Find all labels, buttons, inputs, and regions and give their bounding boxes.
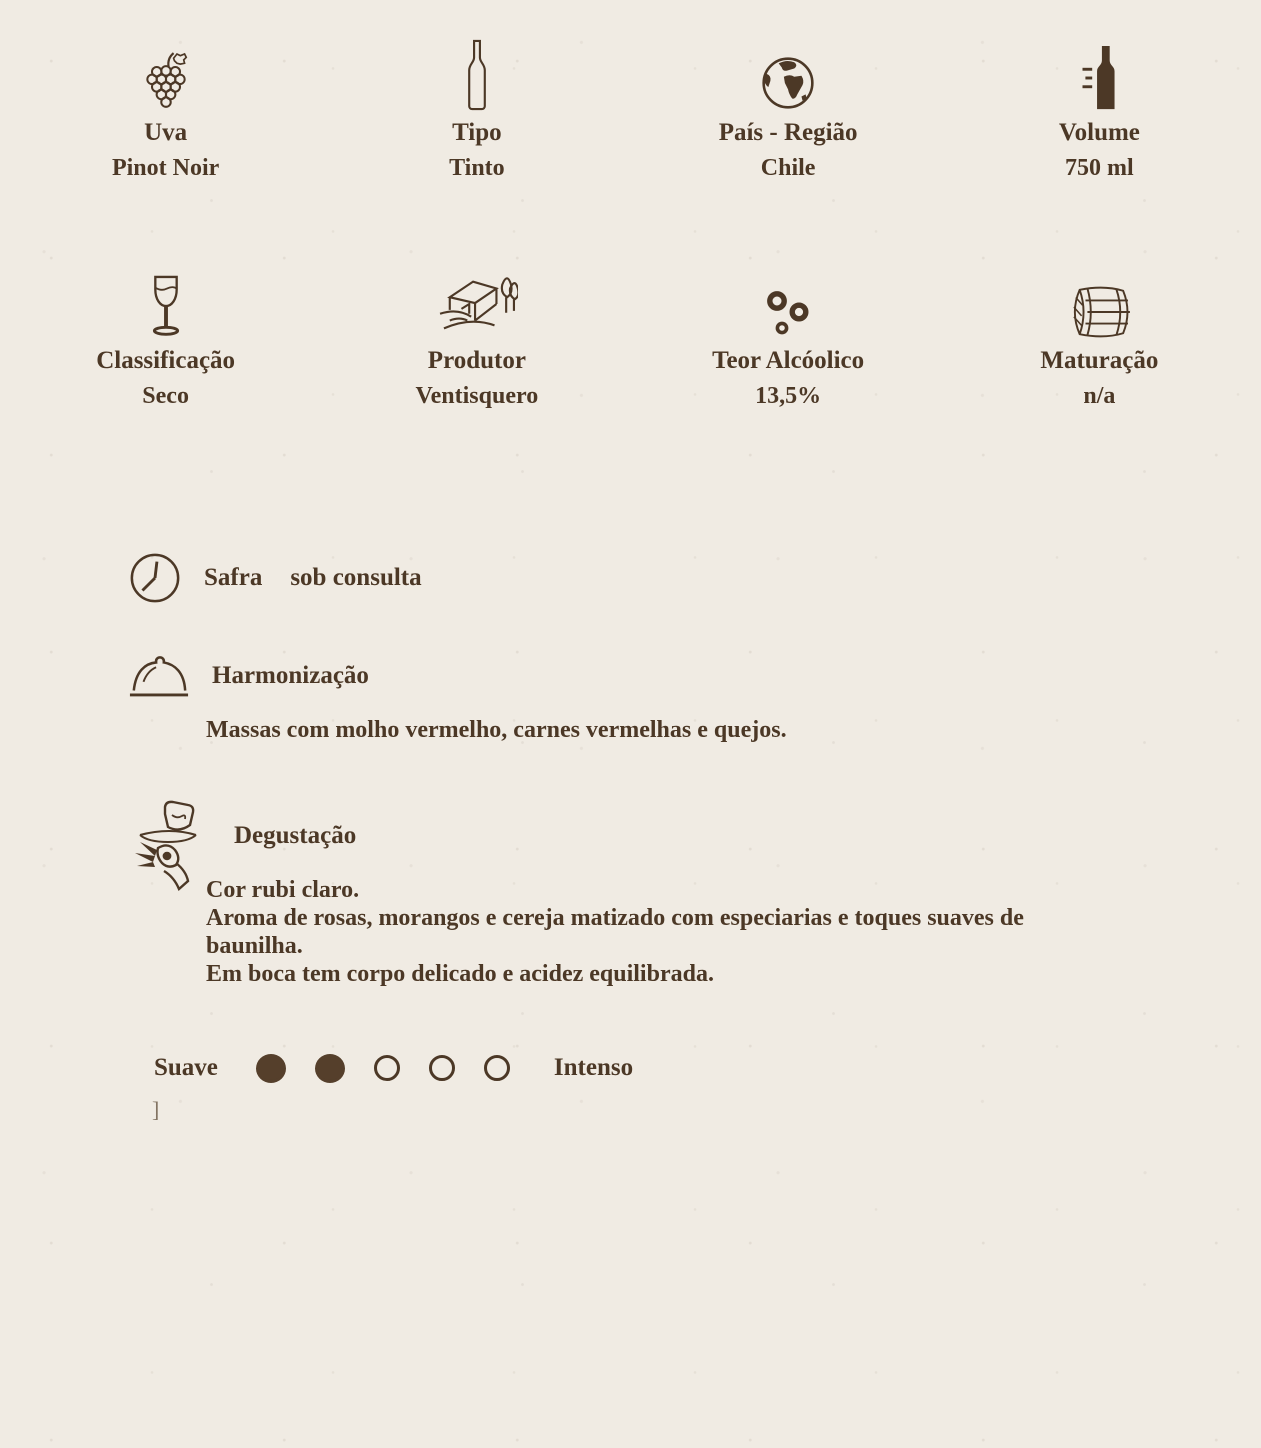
safra-value: sob consulta [290,563,422,591]
intensity-scale [154,1054,1261,1083]
spec-pais-regiao [633,36,944,182]
spec-value: Tinto [449,154,505,181]
stray-bracket: ] [152,1096,160,1122]
degustacao-line: Aroma de rosas, morangos e cereja matizado com especiarias e toques suaves de baunilha. [206,904,1024,959]
sommelier-icon [128,798,212,892]
spec-label: Teor Alcóolico [712,347,865,375]
cloche-icon [128,651,190,701]
degustacao-title: Degustação [234,821,357,849]
wine-specs-grid [0,0,1261,411]
details-section [128,551,1261,1123]
spec-maturacao [944,264,1255,410]
intensity-dot [374,1055,400,1081]
spec-tipo [321,36,632,182]
intensity-max-label: Intenso [553,1054,634,1082]
spec-teor-alcoolico [633,264,944,410]
bottle-volume-icon [944,36,1255,112]
barrel-icon [944,264,1255,340]
degustacao-section [128,798,1261,988]
safra-label: Safra [204,563,263,591]
spec-value: n/a [1083,383,1116,410]
intensity-dot [315,1054,345,1083]
degustacao-line: Cor rubi claro. [206,876,360,903]
bubbles-icon [633,264,944,340]
spec-classificacao [10,264,321,410]
spec-volume [944,36,1255,182]
spec-value: Seco [142,383,189,410]
spec-label: Classificação [96,347,236,375]
spec-label: Volume [1058,119,1140,146]
harmonizacao-section [128,651,1261,744]
intensity-dot [429,1055,455,1081]
spec-uva [10,36,321,182]
spec-label: Maturação [1040,347,1159,375]
spec-value: Chile [760,154,816,181]
intensity-dot [484,1055,510,1081]
spec-label: Produtor [427,347,526,375]
spec-label: Uva [144,119,188,146]
intensity-dots [256,1054,510,1083]
wine-bottle-icon [321,36,632,112]
spec-label: País - Região [718,119,858,146]
spec-produtor [321,264,632,410]
wine-glass-icon [10,264,321,340]
spec-value: 13,5% [755,383,822,410]
spec-value: Pinot Noir [111,154,220,181]
intensity-dot [256,1054,286,1083]
harmonizacao-text: Massas com molho vermelho, carnes vermelhas e quejos. [206,716,787,743]
grapes-icon [10,36,321,112]
spec-label: Tipo [452,119,502,146]
farm-icon [321,264,632,340]
degustacao-notes [206,876,1094,988]
spec-value: 750 ml [1065,154,1134,181]
safra-row [128,551,1261,605]
harmonizacao-title: Harmonização [212,661,369,689]
intensity-min-label: Suave [154,1054,218,1082]
spec-value: Ventisquero [415,383,539,410]
globe-icon [633,36,944,112]
degustacao-line: Em boca tem corpo delicado e acidez equilibrada. [206,960,714,987]
clock-icon [128,551,182,605]
